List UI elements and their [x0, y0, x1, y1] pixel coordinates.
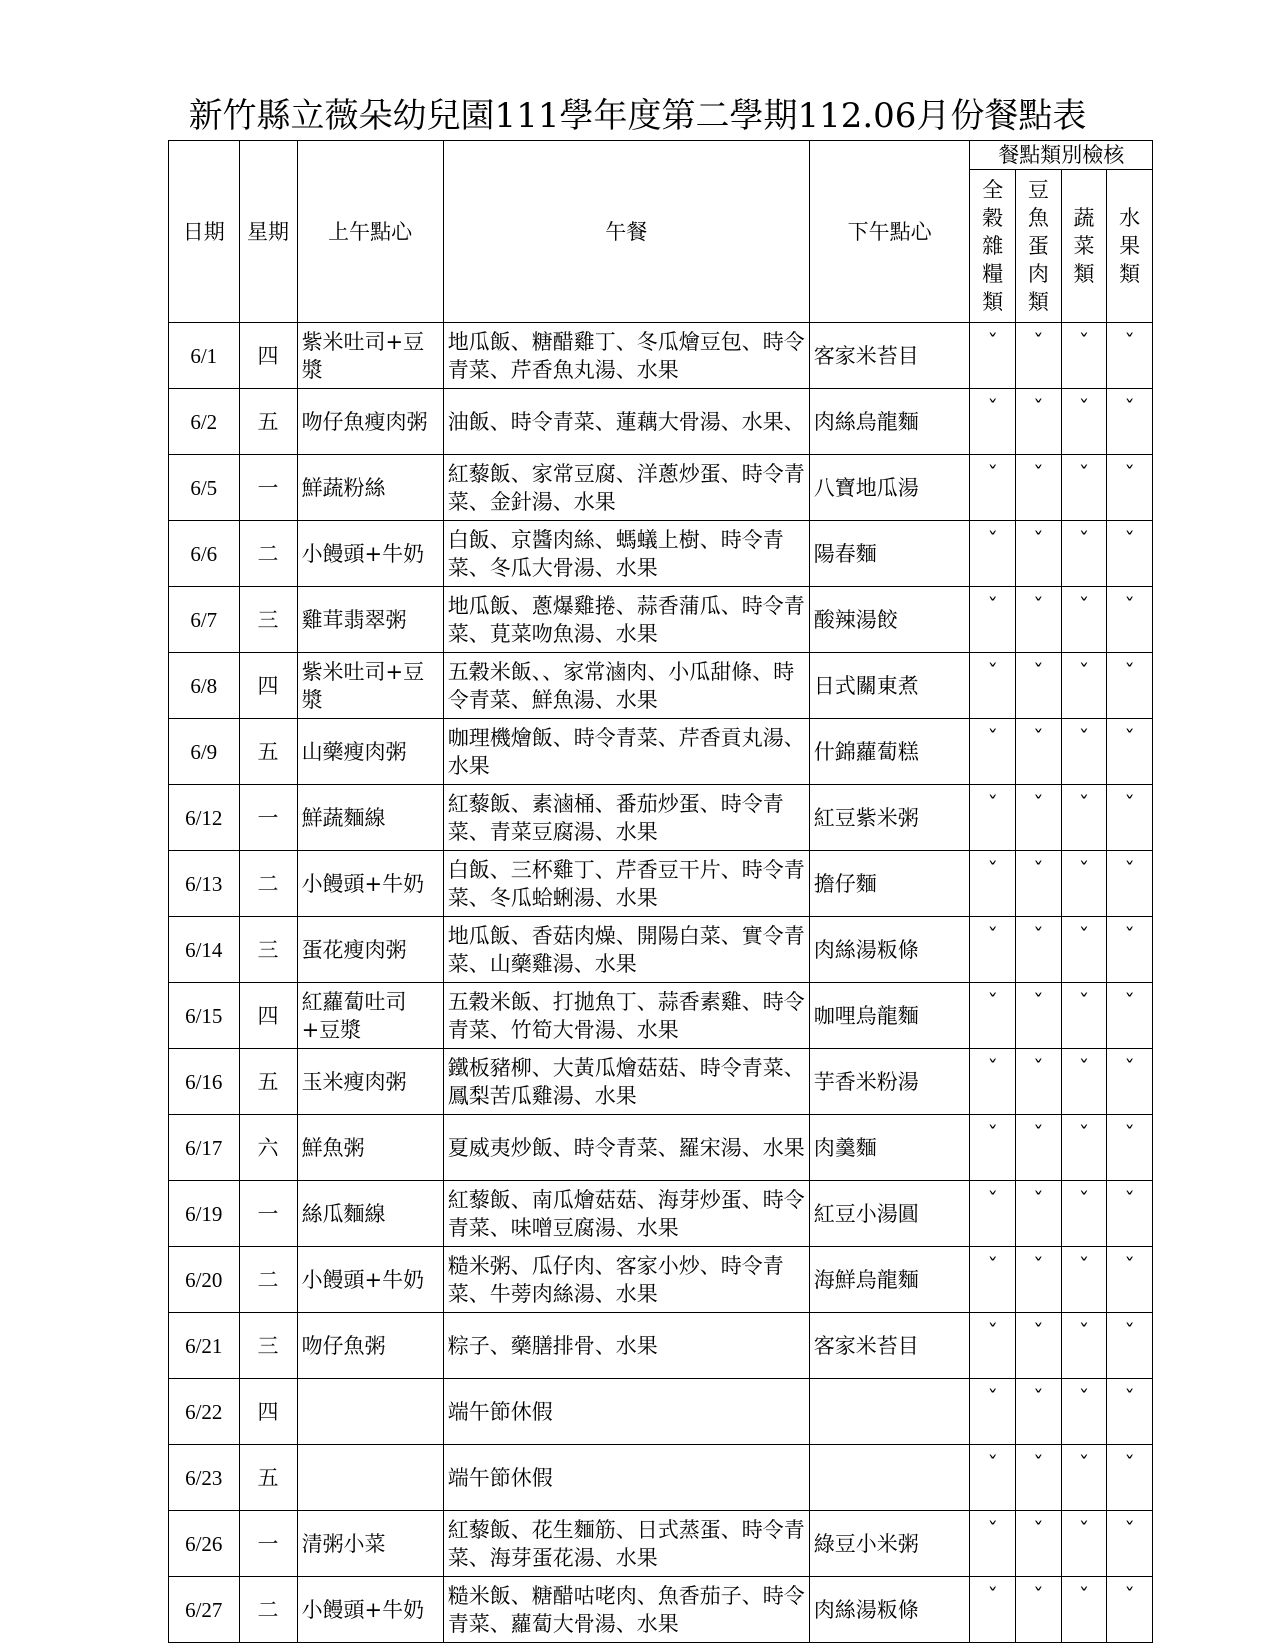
row-check-protein: ˇ: [1016, 719, 1062, 785]
row-lunch: 咖理機燴飯、時令青菜、芹香貢丸湯、水果: [443, 719, 809, 785]
table-row: [169, 1115, 1153, 1181]
row-date: 6/27: [169, 1577, 240, 1643]
header-grains: 全 穀 雜 糧 類: [970, 170, 1016, 323]
row-afternoon-snack: 肉絲湯粄條: [809, 1577, 970, 1643]
row-morning-snack: 紅蘿蔔吐司+豆漿: [297, 983, 443, 1049]
table-row: [169, 1049, 1153, 1115]
row-date: 6/5: [169, 455, 240, 521]
row-lunch: 端午節休假: [443, 1445, 809, 1511]
table-row: [169, 1313, 1153, 1379]
row-afternoon-snack: 海鮮烏龍麵: [809, 1247, 970, 1313]
row-morning-snack: 絲瓜麵線: [297, 1181, 443, 1247]
row-lunch: 白飯、京醬肉絲、螞蟻上樹、時令青菜、冬瓜大骨湯、水果: [443, 521, 809, 587]
row-weekday: 三: [239, 1313, 297, 1379]
row-check-vegetables: ˇ: [1061, 389, 1107, 455]
row-check-vegetables: ˇ: [1061, 1577, 1107, 1643]
row-check-fruit: ˇ: [1107, 983, 1153, 1049]
row-weekday: 四: [239, 983, 297, 1049]
row-morning-snack: 小饅頭+牛奶: [297, 851, 443, 917]
row-afternoon-snack: 芋香米粉湯: [809, 1049, 970, 1115]
table-row: [169, 1247, 1153, 1313]
table-row: [169, 521, 1153, 587]
row-check-fruit: ˇ: [1107, 1379, 1153, 1445]
row-check-vegetables: ˇ: [1061, 1445, 1107, 1511]
row-check-protein: ˇ: [1016, 653, 1062, 719]
row-lunch: 紅藜飯、素滷桶、番茄炒蛋、時令青菜、青菜豆腐湯、水果: [443, 785, 809, 851]
row-check-protein: ˇ: [1016, 1445, 1062, 1511]
row-afternoon-snack: 紅豆小湯圓: [809, 1181, 970, 1247]
row-check-vegetables: ˇ: [1061, 1181, 1107, 1247]
row-check-fruit: ˇ: [1107, 851, 1153, 917]
meal-table: [168, 140, 1153, 1643]
row-check-fruit: ˇ: [1107, 521, 1153, 587]
row-afternoon-snack: 肉絲烏龍麵: [809, 389, 970, 455]
row-afternoon-snack: 八寶地瓜湯: [809, 455, 970, 521]
row-check-fruit: ˇ: [1107, 1445, 1153, 1511]
row-afternoon-snack: 肉羹麵: [809, 1115, 970, 1181]
row-check-protein: ˇ: [1016, 917, 1062, 983]
row-weekday: 二: [239, 851, 297, 917]
row-date: 6/16: [169, 1049, 240, 1115]
row-check-fruit: ˇ: [1107, 1115, 1153, 1181]
row-lunch: 紅藜飯、南瓜燴菇菇、海芽炒蛋、時令青菜、味噌豆腐湯、水果: [443, 1181, 809, 1247]
table-row: [169, 785, 1153, 851]
row-afternoon-snack: 什錦蘿蔔糕: [809, 719, 970, 785]
row-lunch: 端午節休假: [443, 1379, 809, 1445]
row-lunch: 五穀米飯、打拋魚丁、蒜香素雞、時令青菜、竹筍大骨湯、水果: [443, 983, 809, 1049]
row-check-protein: ˇ: [1016, 851, 1062, 917]
table-row: [169, 587, 1153, 653]
row-check-grains: ˇ: [970, 1049, 1016, 1115]
row-check-grains: ˇ: [970, 1577, 1016, 1643]
row-morning-snack: 小饅頭+牛奶: [297, 1577, 443, 1643]
row-weekday: 一: [239, 1511, 297, 1577]
row-check-fruit: ˇ: [1107, 719, 1153, 785]
row-date: 6/8: [169, 653, 240, 719]
row-check-protein: ˇ: [1016, 1577, 1062, 1643]
row-weekday: 六: [239, 1115, 297, 1181]
page-title: 新竹縣立薇朵幼兒園111學年度第二學期112.06月份餐點表: [188, 96, 1087, 136]
row-check-protein: ˇ: [1016, 455, 1062, 521]
row-check-grains: ˇ: [970, 719, 1016, 785]
row-weekday: 四: [239, 323, 297, 389]
row-check-protein: ˇ: [1016, 521, 1062, 587]
row-date: 6/13: [169, 851, 240, 917]
row-check-protein: ˇ: [1016, 1313, 1062, 1379]
table-row: [169, 1181, 1153, 1247]
row-check-vegetables: ˇ: [1061, 1379, 1107, 1445]
row-check-vegetables: ˇ: [1061, 323, 1107, 389]
row-weekday: 二: [239, 1247, 297, 1313]
row-lunch: 糙米粥、瓜仔肉、客家小炒、時令青菜、牛蒡肉絲湯、水果: [443, 1247, 809, 1313]
row-date: 6/21: [169, 1313, 240, 1379]
header-date: 日期: [169, 141, 240, 323]
row-check-fruit: ˇ: [1107, 455, 1153, 521]
table-row: [169, 1577, 1153, 1643]
row-check-protein: ˇ: [1016, 983, 1062, 1049]
row-morning-snack: 小饅頭+牛奶: [297, 1247, 443, 1313]
row-morning-snack: 雞茸翡翠粥: [297, 587, 443, 653]
row-check-protein: ˇ: [1016, 1049, 1062, 1115]
row-check-protein: ˇ: [1016, 1511, 1062, 1577]
row-check-grains: ˇ: [970, 785, 1016, 851]
row-check-protein: ˇ: [1016, 1247, 1062, 1313]
row-lunch: 白飯、三杯雞丁、芹香豆干片、時令青菜、冬瓜蛤蜊湯、水果: [443, 851, 809, 917]
row-date: 6/1: [169, 323, 240, 389]
row-morning-snack: 山藥瘦肉粥: [297, 719, 443, 785]
row-check-vegetables: ˇ: [1061, 1115, 1107, 1181]
table-row: [169, 653, 1153, 719]
row-weekday: 三: [239, 917, 297, 983]
row-check-vegetables: ˇ: [1061, 719, 1107, 785]
header-afternoon-snack: 下午點心: [809, 141, 970, 323]
row-weekday: 四: [239, 653, 297, 719]
row-weekday: 一: [239, 455, 297, 521]
row-date: 6/26: [169, 1511, 240, 1577]
row-date: 6/6: [169, 521, 240, 587]
row-lunch: 地瓜飯、香菇肉燥、開陽白菜、實令青菜、山藥雞湯、水果: [443, 917, 809, 983]
row-check-grains: ˇ: [970, 1181, 1016, 1247]
row-check-grains: ˇ: [970, 1379, 1016, 1445]
row-check-grains: ˇ: [970, 1247, 1016, 1313]
row-afternoon-snack: [809, 1379, 970, 1445]
row-check-grains: ˇ: [970, 1115, 1016, 1181]
row-afternoon-snack: 酸辣湯餃: [809, 587, 970, 653]
row-morning-snack: 蛋花瘦肉粥: [297, 917, 443, 983]
row-check-grains: ˇ: [970, 587, 1016, 653]
row-check-grains: ˇ: [970, 521, 1016, 587]
row-lunch: 五穀米飯、、家常滷肉、小瓜甜條、時令青菜、鮮魚湯、水果: [443, 653, 809, 719]
table-row: [169, 719, 1153, 785]
table-row: [169, 851, 1153, 917]
row-date: 6/7: [169, 587, 240, 653]
row-afternoon-snack: [809, 1445, 970, 1511]
row-check-grains: ˇ: [970, 653, 1016, 719]
row-check-vegetables: ˇ: [1061, 1511, 1107, 1577]
row-date: 6/17: [169, 1115, 240, 1181]
row-morning-snack: 鮮魚粥: [297, 1115, 443, 1181]
row-date: 6/9: [169, 719, 240, 785]
row-afternoon-snack: 日式關東煮: [809, 653, 970, 719]
row-date: 6/14: [169, 917, 240, 983]
row-check-fruit: ˇ: [1107, 1577, 1153, 1643]
row-weekday: 五: [239, 1445, 297, 1511]
row-check-vegetables: ˇ: [1061, 521, 1107, 587]
row-check-grains: ˇ: [970, 1511, 1016, 1577]
row-lunch: 紅藜飯、家常豆腐、洋蔥炒蛋、時令青菜、金針湯、水果: [443, 455, 809, 521]
header-morning-snack: 上午點心: [297, 141, 443, 323]
header-lunch: 午餐: [443, 141, 809, 323]
row-check-grains: ˇ: [970, 323, 1016, 389]
row-morning-snack: 吻仔魚粥: [297, 1313, 443, 1379]
row-check-protein: ˇ: [1016, 785, 1062, 851]
row-lunch: 地瓜飯、糖醋雞丁、冬瓜燴豆包、時令青菜、芹香魚丸湯、水果: [443, 323, 809, 389]
row-date: 6/2: [169, 389, 240, 455]
row-check-vegetables: ˇ: [1061, 785, 1107, 851]
row-lunch: 地瓜飯、蔥爆雞捲、蒜香蒲瓜、時令青菜、莧菜吻魚湯、水果: [443, 587, 809, 653]
row-lunch: 紅藜飯、花生麵筋、日式蒸蛋、時令青菜、海芽蛋花湯、水果: [443, 1511, 809, 1577]
row-check-protein: ˇ: [1016, 1181, 1062, 1247]
row-date: 6/22: [169, 1379, 240, 1445]
row-check-grains: ˇ: [970, 1313, 1016, 1379]
header-check-group: 餐點類別檢核: [970, 141, 1153, 170]
row-check-vegetables: ˇ: [1061, 653, 1107, 719]
row-afternoon-snack: 咖哩烏龍麵: [809, 983, 970, 1049]
row-date: 6/23: [169, 1445, 240, 1511]
row-check-protein: ˇ: [1016, 1379, 1062, 1445]
row-date: 6/15: [169, 983, 240, 1049]
row-check-vegetables: ˇ: [1061, 983, 1107, 1049]
table-row: [169, 1445, 1153, 1511]
row-morning-snack: 清粥小菜: [297, 1511, 443, 1577]
row-morning-snack: 玉米瘦肉粥: [297, 1049, 443, 1115]
header-vegetables: 蔬 菜 類: [1061, 170, 1107, 323]
row-check-vegetables: ˇ: [1061, 917, 1107, 983]
row-date: 6/12: [169, 785, 240, 851]
row-check-fruit: ˇ: [1107, 917, 1153, 983]
row-check-fruit: ˇ: [1107, 1247, 1153, 1313]
row-check-vegetables: ˇ: [1061, 587, 1107, 653]
table-row: [169, 389, 1153, 455]
row-weekday: 二: [239, 1577, 297, 1643]
row-check-vegetables: ˇ: [1061, 1247, 1107, 1313]
row-weekday: 三: [239, 587, 297, 653]
row-afternoon-snack: 客家米苔目: [809, 1313, 970, 1379]
row-lunch: 粽子、藥膳排骨、水果: [443, 1313, 809, 1379]
table-row: [169, 323, 1153, 389]
row-lunch: 油飯、時令青菜、蓮藕大骨湯、水果、: [443, 389, 809, 455]
row-check-protein: ˇ: [1016, 587, 1062, 653]
row-lunch: 糙米飯、糖醋咕咾肉、魚香茄子、時令青菜、蘿蔔大骨湯、水果: [443, 1577, 809, 1643]
row-check-grains: ˇ: [970, 917, 1016, 983]
row-check-protein: ˇ: [1016, 323, 1062, 389]
row-morning-snack: 吻仔魚瘦肉粥: [297, 389, 443, 455]
row-afternoon-snack: 肉絲湯粄條: [809, 917, 970, 983]
row-check-fruit: ˇ: [1107, 323, 1153, 389]
row-check-fruit: ˇ: [1107, 1049, 1153, 1115]
row-check-protein: ˇ: [1016, 1115, 1062, 1181]
row-check-vegetables: ˇ: [1061, 1049, 1107, 1115]
row-morning-snack: 鮮蔬粉絲: [297, 455, 443, 521]
table-row: [169, 917, 1153, 983]
row-weekday: 四: [239, 1379, 297, 1445]
row-check-fruit: ˇ: [1107, 1313, 1153, 1379]
row-check-grains: ˇ: [970, 389, 1016, 455]
row-weekday: 二: [239, 521, 297, 587]
row-lunch: 夏威夷炒飯、時令青菜、羅宋湯、水果: [443, 1115, 809, 1181]
row-check-fruit: ˇ: [1107, 1181, 1153, 1247]
row-check-grains: ˇ: [970, 1445, 1016, 1511]
row-afternoon-snack: 紅豆紫米粥: [809, 785, 970, 851]
row-morning-snack: 紫米吐司+豆漿: [297, 653, 443, 719]
row-morning-snack: 鮮蔬麵線: [297, 785, 443, 851]
table-row: [169, 1511, 1153, 1577]
row-morning-snack: [297, 1379, 443, 1445]
row-check-grains: ˇ: [970, 455, 1016, 521]
row-morning-snack: 紫米吐司+豆漿: [297, 323, 443, 389]
row-weekday: 五: [239, 389, 297, 455]
row-lunch: 鐵板豬柳、大黃瓜燴菇菇、時令青菜、鳳梨苦瓜雞湯、水果: [443, 1049, 809, 1115]
row-afternoon-snack: 擔仔麵: [809, 851, 970, 917]
row-date: 6/20: [169, 1247, 240, 1313]
row-check-fruit: ˇ: [1107, 587, 1153, 653]
row-check-vegetables: ˇ: [1061, 851, 1107, 917]
row-weekday: 一: [239, 785, 297, 851]
header-protein: 豆 魚 蛋 肉 類: [1016, 170, 1062, 323]
row-morning-snack: 小饅頭+牛奶: [297, 521, 443, 587]
table-row: [169, 455, 1153, 521]
table-row: [169, 1379, 1153, 1445]
row-date: 6/19: [169, 1181, 240, 1247]
row-weekday: 一: [239, 1181, 297, 1247]
row-weekday: 五: [239, 719, 297, 785]
header-fruit: 水 果 類: [1107, 170, 1153, 323]
row-check-vegetables: ˇ: [1061, 1313, 1107, 1379]
row-check-protein: ˇ: [1016, 389, 1062, 455]
table-row: [169, 983, 1153, 1049]
row-weekday: 五: [239, 1049, 297, 1115]
row-check-fruit: ˇ: [1107, 785, 1153, 851]
row-morning-snack: [297, 1445, 443, 1511]
row-afternoon-snack: 陽春麵: [809, 521, 970, 587]
row-check-fruit: ˇ: [1107, 389, 1153, 455]
row-afternoon-snack: 綠豆小米粥: [809, 1511, 970, 1577]
row-check-fruit: ˇ: [1107, 1511, 1153, 1577]
row-check-grains: ˇ: [970, 983, 1016, 1049]
row-check-fruit: ˇ: [1107, 653, 1153, 719]
row-afternoon-snack: 客家米苔目: [809, 323, 970, 389]
row-check-vegetables: ˇ: [1061, 455, 1107, 521]
header-weekday: 星期: [239, 141, 297, 323]
row-check-grains: ˇ: [970, 851, 1016, 917]
